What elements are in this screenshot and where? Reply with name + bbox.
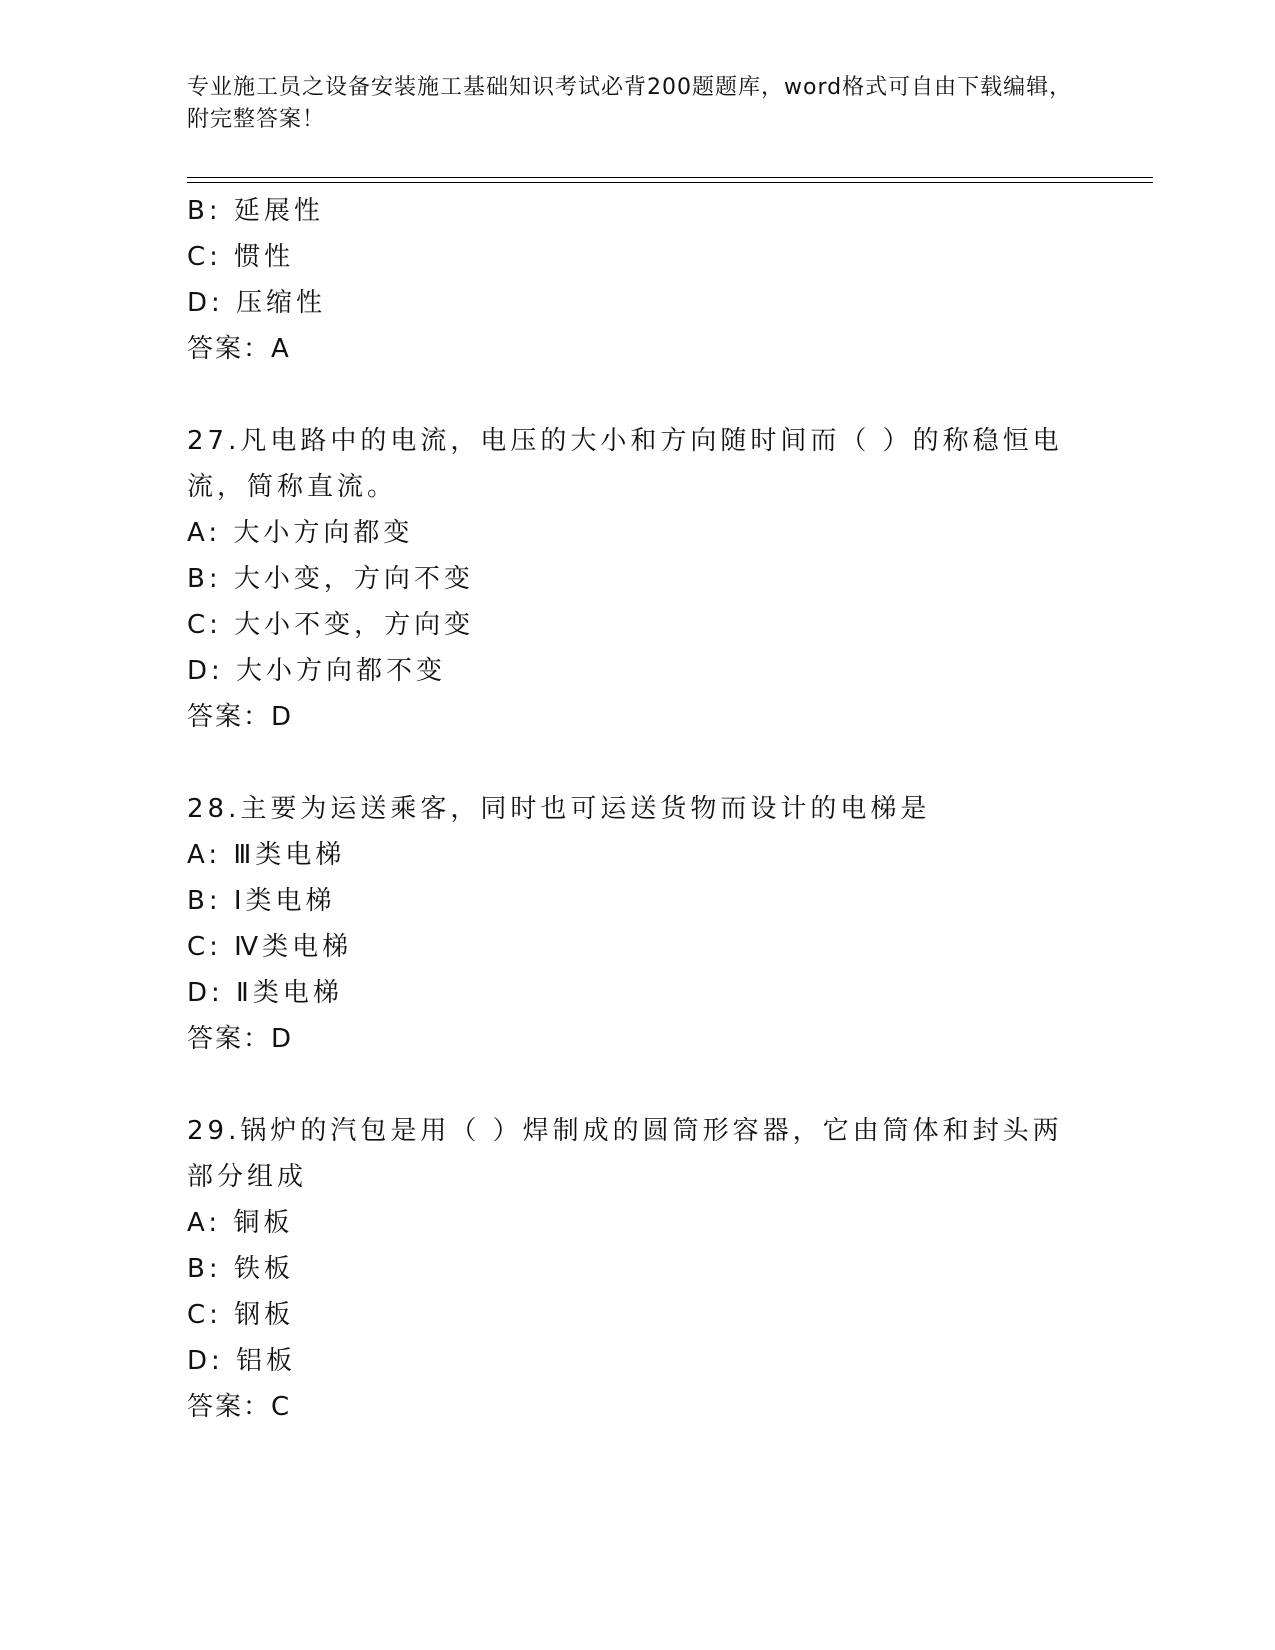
question-28 — [187, 786, 1067, 1062]
option-c: C: Ⅳ类电梯 — [187, 932, 353, 962]
option-a: A: 大小方向都变 — [187, 518, 414, 548]
header-rule-bottom — [187, 182, 1153, 183]
option-a: A: 铜板 — [187, 1208, 294, 1238]
question-29 — [187, 1108, 1067, 1430]
answer-line: 答案：A — [187, 334, 291, 364]
option-b: B: 铁板 — [187, 1254, 294, 1284]
option-c: C: 大小不变，方向变 — [187, 610, 475, 640]
option-d: D: 压缩性 — [187, 288, 327, 318]
question-stem: 27.凡电路中的电流，电压的大小和方向随时间而（ ）的称稳恒电流，简称直流。 — [187, 426, 1063, 502]
question-fragment-26 — [187, 188, 1067, 372]
answer-line: 答案：D — [187, 1024, 294, 1054]
option-d: D: 铝板 — [187, 1346, 297, 1376]
answer-line: 答案：C — [187, 1392, 292, 1422]
header-rule-top — [187, 177, 1153, 178]
question-content — [187, 188, 1067, 1430]
question-stem: 28.主要为运送乘客，同时也可运送货物而设计的电梯是 — [187, 794, 931, 824]
option-b: B: 延展性 — [187, 196, 324, 226]
option-c: C: 惯性 — [187, 242, 295, 272]
option-a: A: Ⅲ类电梯 — [187, 840, 346, 870]
option-b: B: 大小变，方向不变 — [187, 564, 474, 594]
option-b: B: Ⅰ类电梯 — [187, 886, 336, 916]
option-d: D: Ⅱ类电梯 — [187, 978, 343, 1008]
document-header: 专业施工员之设备安装施工基础知识考试必背200题题库，word格式可自由下载编辑，附完整答案！ — [187, 75, 1073, 132]
question-27 — [187, 418, 1067, 740]
question-stem: 29.锅炉的汽包是用（ ）焊制成的圆筒形容器，它由筒体和封头两部分组成 — [187, 1116, 1063, 1192]
option-d: D: 大小方向都不变 — [187, 656, 447, 686]
option-c: C: 钢板 — [187, 1300, 295, 1330]
answer-line: 答案：D — [187, 702, 294, 732]
